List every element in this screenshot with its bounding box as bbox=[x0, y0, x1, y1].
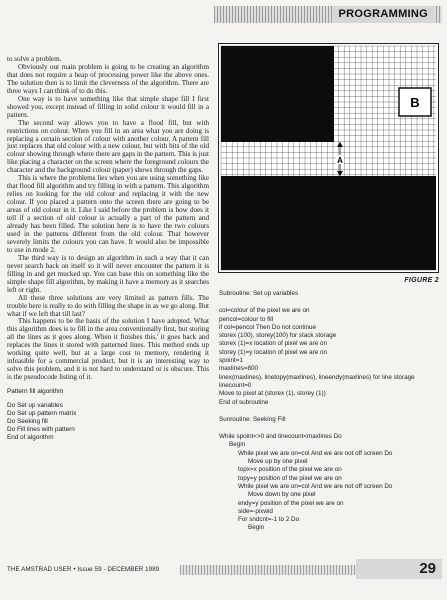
label-b: B bbox=[410, 95, 420, 110]
code-listing-column bbox=[219, 290, 441, 533]
code-line: linecount=0 bbox=[219, 381, 252, 389]
paragraph: All these three solutions are very limited as pattern fills. The trouble here is really to do with filling the shape in as we go along. But what if we left that till last? bbox=[7, 293, 209, 318]
subroutine-title: Sunroutine: Seeking Fill bbox=[219, 415, 286, 423]
code-line: End of subroutine bbox=[219, 398, 269, 406]
figure-2-pixel-grid bbox=[218, 43, 439, 273]
code-line: While pixel we are on=col And we are not off screen Do bbox=[238, 449, 393, 457]
listing-title: Pattern fill algorithm bbox=[7, 388, 64, 396]
code-line: For sndcnt=-1 to 2 Do bbox=[238, 516, 300, 524]
paragraph: The third way is to design an algorithm in such a way that it can never search back on itself so it will never encounter the pattern it is filling in and get mucked up. You can base this on something like the simple shape fill algorithm, by making it have a memory as it searches left or right. bbox=[7, 253, 209, 294]
paragraph: The second way allows you to have a flood fill, but with restrictions on colour. When you fill in an area what you are doing is replacing a certain section of colour with another colour. A pattern fill just replaces that old colour with a new colour, but with bits of the old colour showing through where there are gaps in the pattern. This is just like placing a character on the screen where the foreground colours the character and the background colour (paper) shows through the gaps. bbox=[7, 118, 209, 175]
code-line: Begin bbox=[248, 524, 265, 532]
seeking-fill-listing bbox=[219, 433, 441, 533]
paragraph: to solve a problem. bbox=[7, 55, 62, 63]
code-line: linex(maxlines), linetopy(maxlines), lineendy(maxlines) for line storage bbox=[219, 373, 415, 381]
page-number-box bbox=[356, 559, 442, 579]
code-line: maxlines=800 bbox=[219, 365, 259, 373]
code-line: Move to pixel at (storex (1), storey (1)) bbox=[219, 390, 326, 398]
code-line: While spoint<>0 and linecount<maxlines Do bbox=[219, 433, 342, 441]
label-a: A bbox=[337, 156, 343, 165]
page-number: 29 bbox=[419, 560, 436, 577]
figure-caption: FIGURE 2 bbox=[404, 277, 439, 284]
code-line: if col=pencol Then Do not continue bbox=[219, 323, 317, 331]
paragraph: This is where the problems lies when you are using something like that flood fill algorithm and try filling in with a pattern. This algorithm relies on looking for the old colour and replacing it with the new colour. If you placed a pattern onto the screen there are going to be areas of old colour in it. Like I said before the problem is how does it tell if a section of old colour is actually a part of the pattern and already has been filled. The solution here is to have the two colours used in the patterns different from the old colour. That however severely limits the colours you can have. It would also be impossible to use in mode 2. bbox=[7, 174, 209, 254]
listing-line: End of algorithm bbox=[7, 433, 54, 441]
code-line: While pixel we are on=col And we are not off screen Do bbox=[238, 482, 393, 490]
article-body-column bbox=[7, 56, 209, 442]
listing-line: Do Set up pattern matrix bbox=[7, 409, 77, 417]
listing-line: Do Set up variables bbox=[7, 401, 63, 409]
code-line: side=-pixwid bbox=[238, 507, 273, 515]
code-line: storey (1)=y location of pixel we are on bbox=[219, 348, 327, 356]
arrow-a-up bbox=[337, 142, 343, 147]
magazine-name: THE AMSTRAD USER bbox=[7, 566, 72, 573]
code-line: pencol=colour to fill bbox=[219, 315, 274, 323]
black-region-bottom bbox=[221, 176, 436, 270]
code-line: endy=y position of the pixel we are on bbox=[238, 499, 344, 507]
subroutine-title: Subroutine: Set up variables bbox=[219, 290, 299, 297]
footer-bar bbox=[180, 565, 356, 575]
section-header-bar bbox=[214, 6, 442, 23]
code-line: Begin bbox=[229, 441, 246, 449]
code-line: storex (1)=x location of pixel we are on bbox=[219, 340, 327, 348]
code-line: storex (100), storey(100) for stack storage bbox=[219, 332, 337, 340]
figure-grid-svg bbox=[219, 44, 438, 272]
footer-separator: • bbox=[73, 566, 78, 573]
paragraph: Obviously our main problem is going to be creating an algorithm that does not require a heap of processing power like the above ones. The solution then is to limit the cleverness of the algorithm. There are three ways I can think of to do this. bbox=[7, 62, 209, 95]
section-title: PROGRAMMING bbox=[333, 6, 434, 23]
code-line: topx=x position of the pixel we are on bbox=[238, 466, 342, 474]
code-line: topy=y position of the pixel we are on bbox=[238, 474, 342, 482]
code-line: col=colour of the pixel we are on bbox=[219, 307, 310, 315]
black-region-top bbox=[221, 46, 334, 142]
paragraph: One way is to have something like that simple shape fill I first showed you, except instead of filling in solid colour it would fill in a pattern. bbox=[7, 94, 209, 119]
paragraph: This happens to be the basis of the solution I have adopted. What this algorithm does is to fill in the area conventionally first, but storing all the lines as it goes along. When it finishes this,' it goes back and replaces the lines it stored with patterned lines. This method ends up working quite well, but at a large cost to memory, rendering it infeasible for a commercial product, but it is an interesting way to solve this problem, and it is not hard to understand or is obscure. This is the pseudocode listing of it. bbox=[7, 317, 209, 382]
code-line: Move down by one pixel bbox=[248, 491, 316, 499]
arrow-a-down bbox=[337, 171, 343, 176]
code-line: spoint=1 bbox=[219, 357, 243, 365]
listing-line: Do Seeking fill bbox=[7, 417, 48, 425]
code-line: Move up by one pixel bbox=[248, 458, 308, 466]
issue-info: Issue 59 - DECEMBER 1989 bbox=[77, 566, 160, 573]
listing-line: Do Fill lines with pattern bbox=[7, 425, 75, 433]
footer-credit bbox=[7, 566, 159, 573]
